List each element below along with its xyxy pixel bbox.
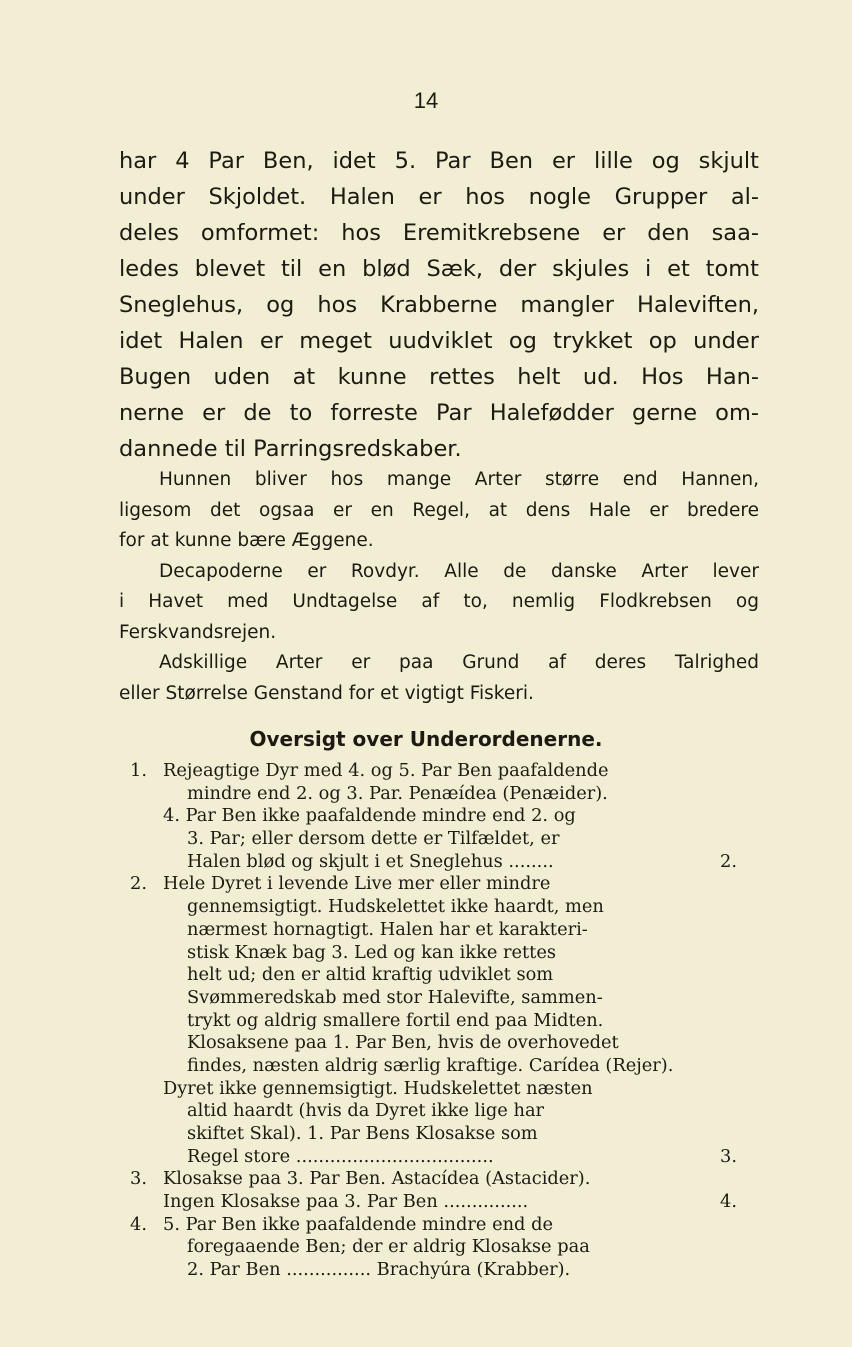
key-line [119, 1055, 759, 1078]
key-number: 4. [130, 1213, 147, 1235]
main-paragraph [119, 143, 759, 467]
key-text: 5. Par Ben ikke paafaldende mindre end de [163, 1213, 553, 1235]
key-text: 4. Par Ben ikke paafaldende mindre end 2. og [163, 805, 576, 827]
key-text: 2. Par Ben ............... Brachyúra (Krabber). [187, 1259, 571, 1281]
small-paragraph-line: Adskillige Arter er paa Grund af deres Talrighed [159, 652, 759, 673]
main-paragraph-line: dannede til Parringsredskaber. [119, 436, 462, 462]
key-line [119, 1236, 759, 1259]
key-line [119, 873, 759, 896]
key-line [119, 828, 759, 851]
main-paragraph-line: Bugen uden at kunne rettes helt ud. Hos Han- [119, 364, 759, 390]
key-line [119, 851, 759, 874]
key-number: 1. [130, 760, 147, 781]
small-paragraph-line: i Havet med Undtagelse af to, nemlig Flodkrebsen og [119, 591, 759, 612]
key-text: helt ud; den er altid kraftig udviklet som [187, 964, 554, 986]
main-paragraph-line: Sneglehus, og hos Krabberne mangler Haleviften, [119, 292, 759, 318]
key-text: gennemsigtigt. Hudskelettet ikke haardt, men [187, 896, 604, 918]
key-line [119, 1168, 759, 1191]
key-text: Rejeagtige Dyr med 4. og 5. Par Ben paafaldende [163, 760, 609, 781]
main-paragraph-line: ledes blevet til en blød Sæk, der skjules i et tomt [119, 256, 759, 282]
key-line [119, 1078, 759, 1101]
small-paragraph-line: for at kunne bære Æggene. [119, 530, 374, 551]
key-text: Dyret ikke gennemsigtigt. Hudskelettet næsten [163, 1077, 593, 1099]
key-text: Regel store ................................... [187, 1145, 494, 1167]
main-paragraph-line: har 4 Par Ben, idet 5. Par Ben er lille og skjult [119, 148, 759, 174]
key-line [119, 896, 759, 919]
key-text: Hele Dyret i levende Live mer eller mindre [163, 873, 551, 895]
key-reference: 4. [720, 1191, 737, 1213]
main-paragraph-line: idet Halen er meget uudviklet og trykket op under [119, 328, 759, 354]
key-line [119, 1010, 759, 1033]
key-text: trykt og aldrig smallere fortil end paa Midten. [187, 1009, 604, 1031]
main-paragraph-line: nerne er de to forreste Par Halefødder gerne om- [119, 400, 759, 426]
key-line [119, 1146, 759, 1169]
key-line [119, 919, 759, 942]
key-heading: Oversigt over Underordenerne. [249, 727, 603, 751]
key-line [119, 805, 759, 828]
page-number: 14 [413, 88, 439, 113]
key-line [119, 1123, 759, 1146]
key-text: Svømmeredskab med stor Halevifte, sammen- [187, 986, 603, 1008]
key-line [119, 783, 759, 806]
key-text: 3. Par; eller dersom dette er Tilfældet, er [187, 828, 560, 850]
key-line [119, 1100, 759, 1123]
small-paragraph-line: Ferskvandsrejen. [119, 621, 277, 643]
key-reference: 2. [720, 850, 737, 872]
key-text: foregaaende Ben; der er aldrig Klosakse paa [187, 1236, 590, 1258]
small-paragraphs [119, 465, 759, 709]
key-line [119, 987, 759, 1010]
main-paragraph-line: under Skjoldet. Halen er hos nogle Grupper al- [119, 184, 759, 210]
key-number: 2. [130, 873, 147, 895]
small-paragraph-line: Decapoderne er Rovdyr. Alle de danske Arter lever [159, 560, 759, 582]
key-text: Ingen Klosakse paa 3. Par Ben ............... [163, 1191, 529, 1213]
small-paragraph-line: eller Størrelse Genstand for et vigtigt Fiskeri. [119, 682, 534, 704]
key-line [119, 1259, 759, 1282]
key-reference: 3. [720, 1145, 737, 1167]
key-text: altid haardt (hvis da Dyret ikke lige har [187, 1100, 545, 1122]
key-line [119, 1191, 759, 1214]
key-line [119, 942, 759, 965]
key-line [119, 964, 759, 987]
small-paragraph-line: Hunnen bliver hos mange Arter større end Hannen, [159, 469, 759, 490]
key-text: skiftet Skal). 1. Par Bens Klosakse som [187, 1123, 538, 1144]
key-text: findes, næsten aldrig særlig kraftige. Carídea (Rejer). [187, 1054, 674, 1076]
main-paragraph-text [119, 143, 759, 467]
key-line [119, 760, 759, 783]
key-text: Halen blød og skjult i et Sneglehus ........ [187, 850, 554, 872]
main-paragraph-line: deles omformet: hos Eremitkrebsene er den saa- [119, 220, 759, 246]
key-text: stisk Knæk bag 3. Led og kan ikke rettes [187, 941, 556, 963]
key-text: Klosakse paa 3. Par Ben. Astacídea (Astacider). [163, 1168, 591, 1190]
identification-key [119, 760, 759, 1282]
key-text: Klosaksene paa 1. Par Ben, hvis de overhovedet [187, 1032, 619, 1054]
key-line [119, 1214, 759, 1237]
key-text: nærmest hornagtigt. Halen har et karakteri- [187, 918, 588, 940]
small-paragraph-line: ligesom det ogsaa er en Regel, at dens Hale er bredere [119, 499, 759, 521]
key-text: mindre end 2. og 3. Par. Penæídea (Penæider). [187, 782, 608, 804]
key-line [119, 1032, 759, 1055]
key-number: 3. [130, 1168, 147, 1190]
